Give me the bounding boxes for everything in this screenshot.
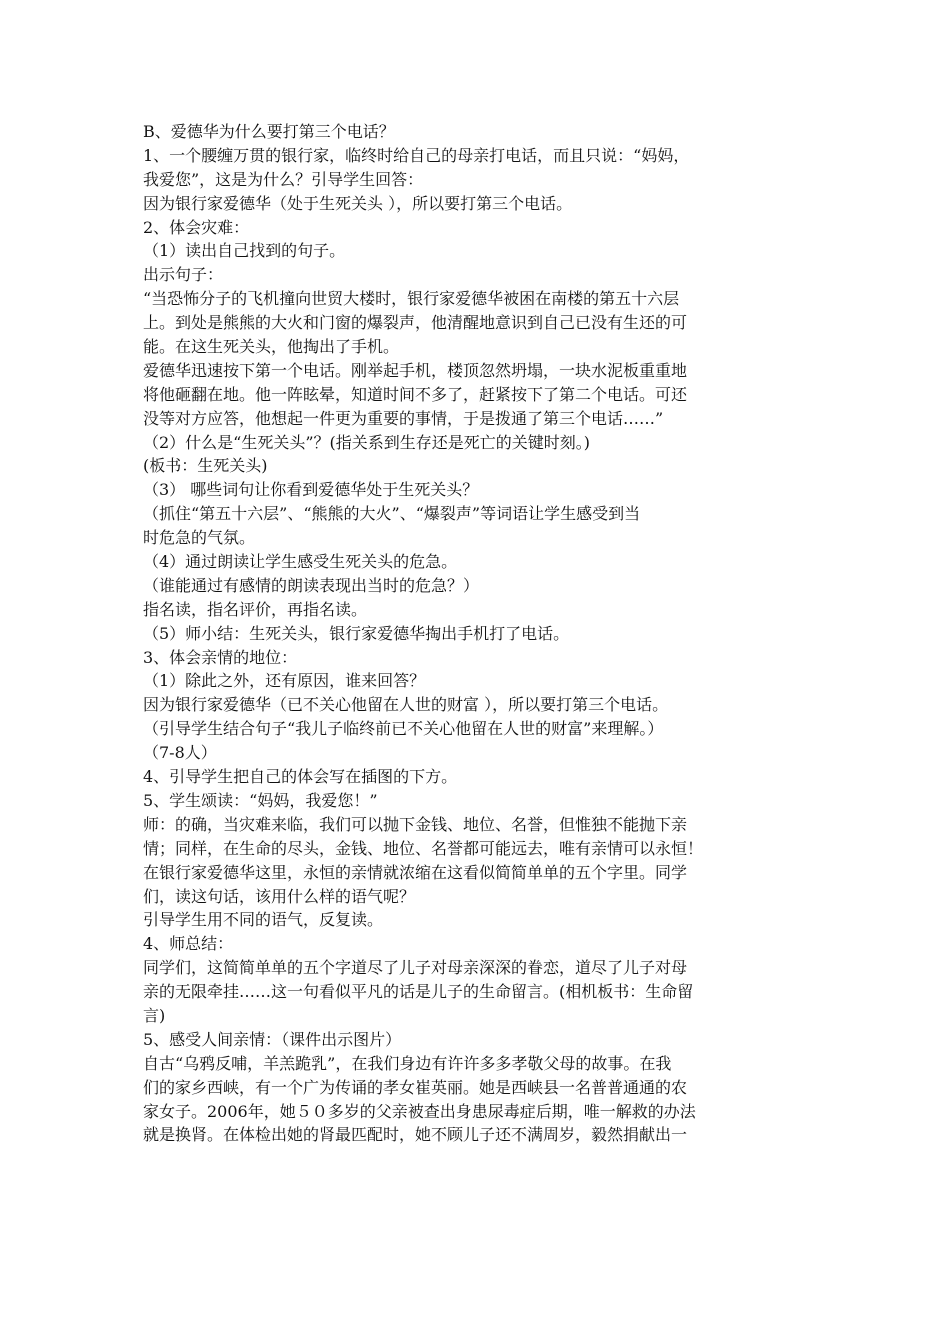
text-line: 亲的无限牵挂……这一句看似平凡的话是儿子的生命留言。(相机板书：生命留 — [143, 982, 694, 1002]
text-line: 同学们，这简简单单的五个字道尽了儿子对母亲深深的眷恋，道尽了儿子对母 — [143, 958, 688, 978]
text-line: （7-8人） — [143, 743, 217, 763]
text-line: B、爱德华为什么要打第三个电话？ — [143, 122, 395, 141]
text-line: （谁能通过有感情的朗读表现出当时的危急？） — [143, 575, 480, 595]
text-line: （2）什么是“生死关头”？(指关系到生存还是死亡的关键时刻。) — [143, 432, 591, 452]
document-body — [143, 120, 808, 1147]
text-line: （4）通过朗读让学生感受生死关头的危急。 — [143, 552, 458, 572]
text-line: 5、感受人间亲情：（课件出示图片） — [143, 1029, 402, 1049]
text-line: 4、引导学生把自己的体会写在插图的下方。 — [143, 767, 458, 787]
text-line: 能。在这生死关头，他掏出了手机。 — [143, 337, 400, 357]
text-line: 没等对方应答，他想起一件更为重要的事情，于是拨通了第三个电话……” — [143, 408, 664, 428]
text-line: 我爱您”，这是为什么？引导学生回答： — [143, 169, 424, 189]
text-line: （3） 哪些词句让你看到爱德华处于生死关头？ — [143, 480, 479, 500]
text-line: 引导学生用不同的语气，反复读。 — [143, 910, 384, 930]
text-line: 3、体会亲情的地位： — [143, 647, 298, 667]
text-line: （抓住“第五十六层”、“熊熊的大火”、“爆裂声”等词语让学生感受到当 — [143, 504, 641, 524]
text-line: 上。到处是熊熊的大火和门窗的爆裂声，他清醒地意识到自己已没有生还的可 — [143, 313, 688, 333]
text-line: 5、学生颂读：“妈妈，我爱您！” — [143, 790, 378, 810]
text-line: （1）除此之外，还有原因，谁来回答？ — [143, 671, 426, 691]
text-line: 在银行家爱德华这里，永恒的亲情就浓缩在这看似简简单单的五个字里。同学 — [143, 862, 688, 882]
text-line: 言) — [143, 1005, 166, 1025]
text-line: 出示句子： — [143, 265, 224, 285]
text-line: 们，读这句话，该用什么样的语气呢？ — [143, 886, 416, 906]
text-line: 因为银行家爱德华（处于生死关头 ），所以要打第三个电话。 — [143, 193, 573, 213]
text-line: 就是换肾。在体检出她的肾最匹配时，她不顾儿子还不满周岁，毅然捐献出一 — [143, 1125, 688, 1145]
text-line: 们的家乡西峡，有一个广为传诵的孝女崔英丽。她是西峡县一名普普通通的农 — [143, 1077, 688, 1097]
text-line: 指名读，指名评价，再指名读。 — [143, 599, 368, 619]
text-line: 师：的确，当灾难来临，我们可以抛下金钱、地位、名誉，但惟独不能抛下亲 — [143, 814, 688, 834]
text-line: 将他砸翻在地。他一阵眩晕，知道时间不多了，赶紧按下了第二个电话。可还 — [143, 384, 688, 404]
text-line: 自古“乌鸦反哺，羊羔跪乳”，在我们身边有许许多多孝敬父母的故事。在我 — [143, 1053, 672, 1073]
text-line: 1、一个腰缠万贯的银行家，临终时给自己的母亲打电话，而且只说：“妈妈， — [143, 145, 690, 165]
text-line: （引导学生结合句子“我儿子临终前已不关心他留在人世的财富”来理解。） — [143, 719, 664, 739]
text-line: 家女子。2006年，她５０多岁的父亲被查出身患尿毒症后期，唯一解救的办法 — [143, 1101, 696, 1121]
text-line: （5）师小结：生死关头，银行家爱德华掏出手机打了电话。 — [143, 623, 570, 643]
text-line: 情；同样，在生命的尽头，金钱、地位、名誉都可能远去，唯有亲情可以永恒！ — [143, 838, 704, 858]
text-line: 4、师总结： — [143, 934, 234, 954]
text-line: 2、体会灾难： — [143, 217, 250, 237]
text-line: 时危急的气氛。 — [143, 528, 256, 548]
text-line: 爱德华迅速按下第一个电话。刚举起手机，楼顶忽然坍塌，一块水泥板重重地 — [143, 360, 688, 380]
text-line: 因为银行家爱德华（已不关心他留在人世的财富 ），所以要打第三个电话。 — [143, 695, 669, 715]
text-line: “当恐怖分子的飞机撞向世贸大楼时，银行家爱德华被困在南楼的第五十六层 — [143, 289, 680, 309]
text-line: (板书：生死关头) — [143, 456, 268, 476]
text-line: （1）读出自己找到的句子。 — [143, 241, 346, 261]
